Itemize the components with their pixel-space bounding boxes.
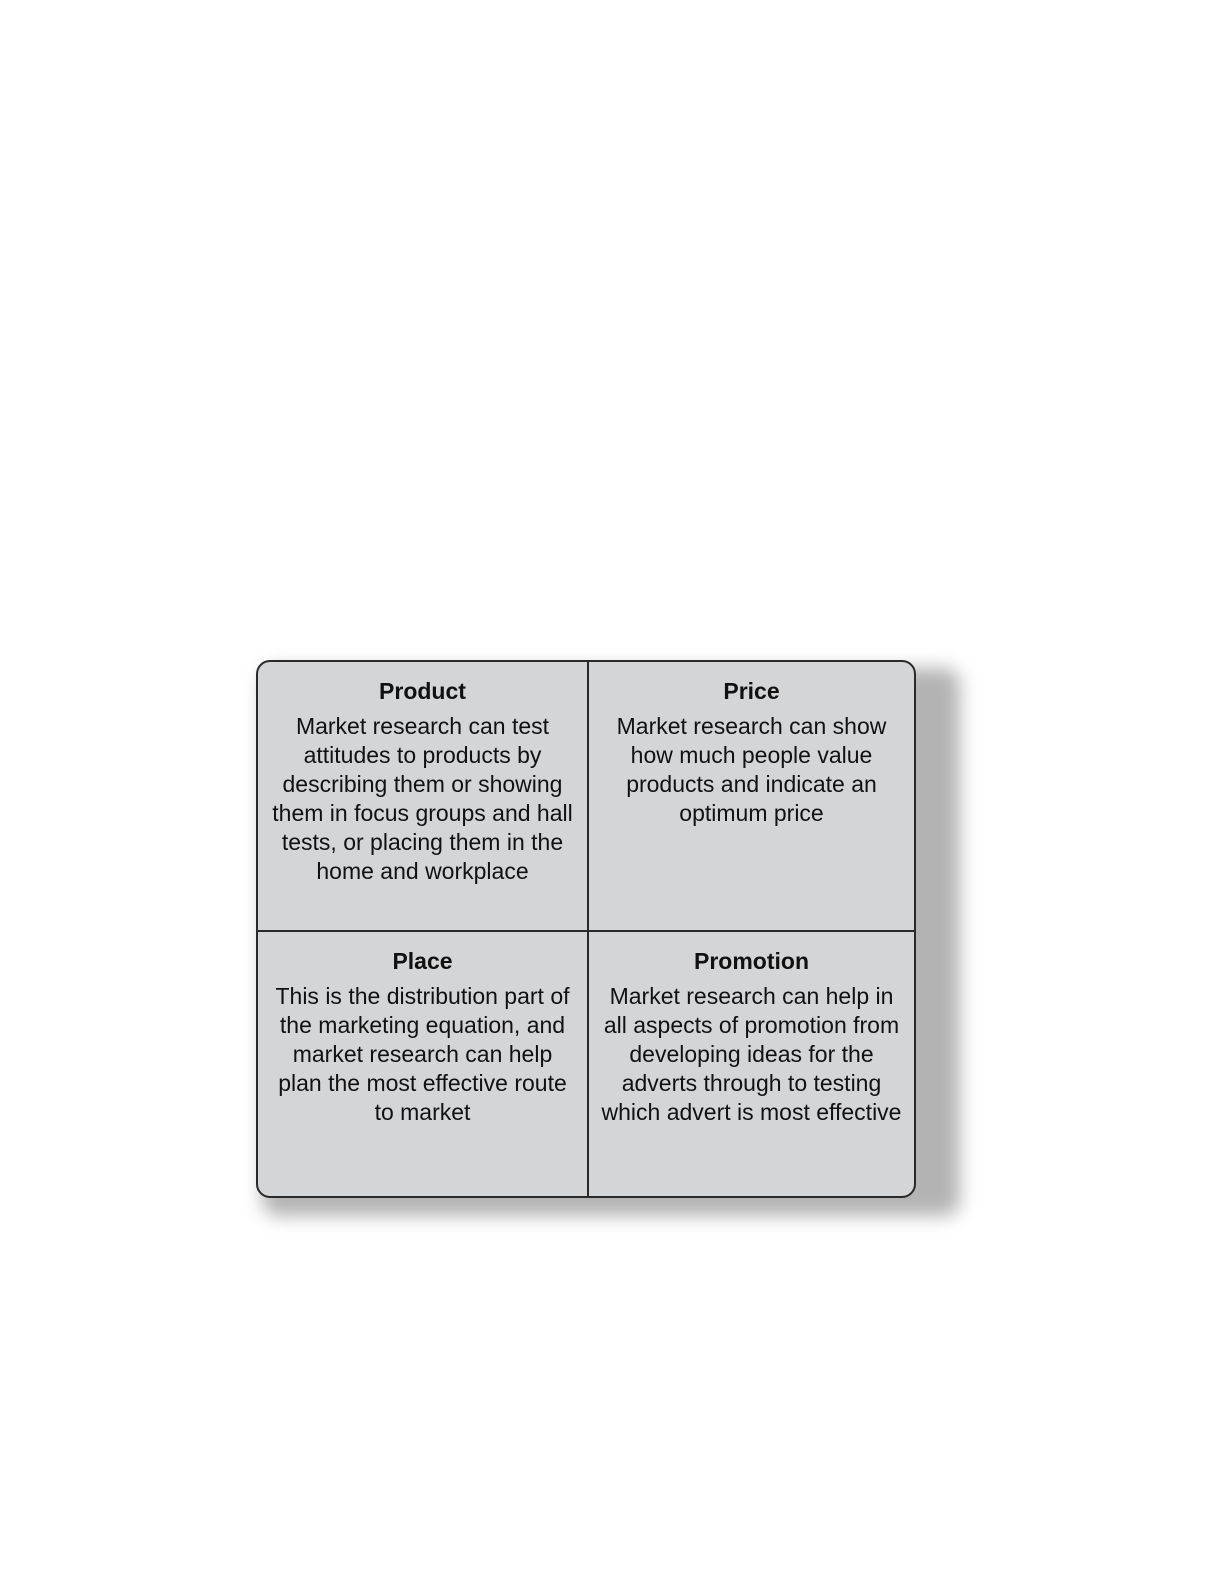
promotion-cell <box>589 932 914 1196</box>
price-text: Market research can show how much people value products and indicate an optimum price <box>616 713 887 826</box>
product-title: Product <box>379 678 466 704</box>
product-text: Market research can test attitudes to products by describing them or showing them in focus groups and hall tests, or placing them in the home and workplace <box>272 713 573 884</box>
place-cell <box>258 932 587 1196</box>
promotion-title: Promotion <box>694 948 809 974</box>
promotion-text: Market research can help in all aspects of promotion from developing ideas for the adverts through to testing which advert is most effective <box>601 983 902 1125</box>
place-text: This is the distribution part of the marketing equation, and market research can help plan the most effective route to market <box>275 983 570 1125</box>
price-title: Price <box>723 678 780 704</box>
price-cell <box>589 662 914 930</box>
place-title: Place <box>392 948 453 974</box>
marketing-mix-matrix <box>256 660 916 1198</box>
product-cell <box>258 662 587 930</box>
